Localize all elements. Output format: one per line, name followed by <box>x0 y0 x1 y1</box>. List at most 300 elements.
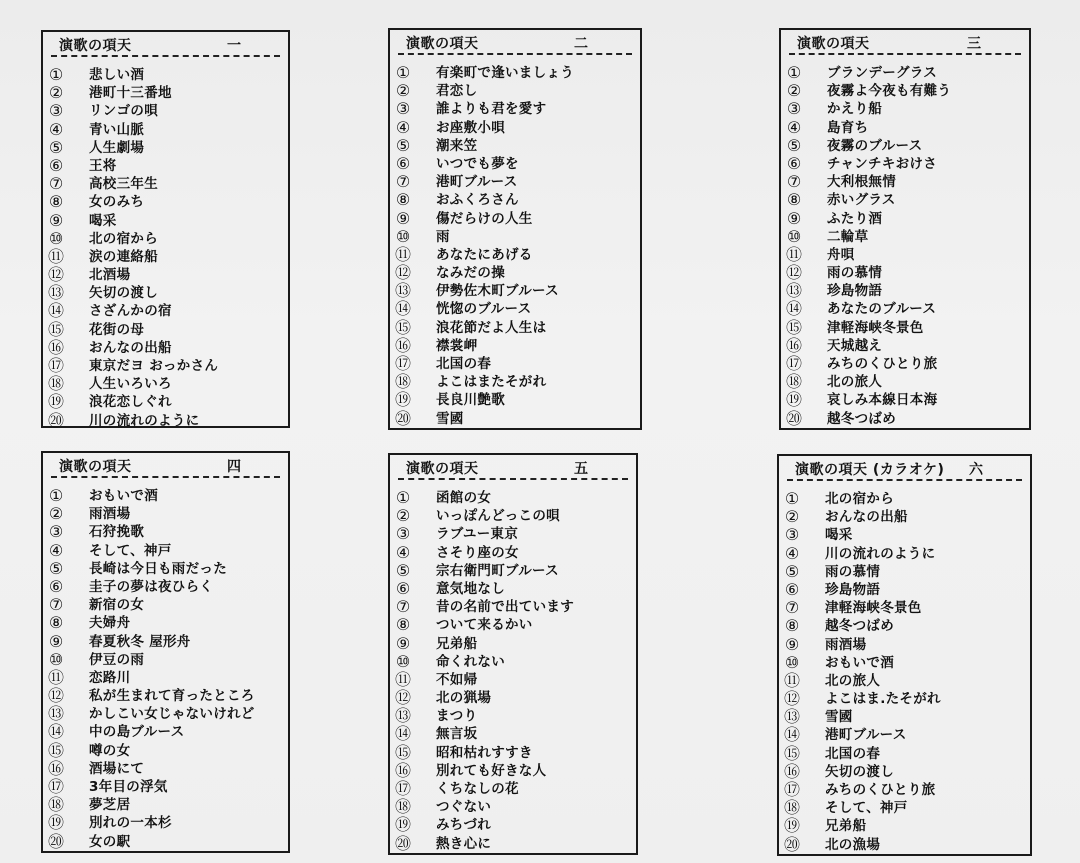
song-title: ラブユー東京 <box>436 526 519 543</box>
song-title: ふたり酒 <box>827 210 883 227</box>
song-number: ⑦ <box>784 598 800 618</box>
song-number: ⑨ <box>48 631 64 651</box>
song-title: 3年目の浮気 <box>89 779 168 795</box>
song-number: ⑪ <box>394 669 411 689</box>
song-row <box>392 100 636 118</box>
song-number: ⑬ <box>47 704 64 724</box>
song-row <box>45 248 284 266</box>
song-row <box>781 672 1026 690</box>
song-number: ⑬ <box>394 706 411 726</box>
song-number: ⑯ <box>785 335 802 355</box>
song-title: いっぽんどっこの唄 <box>436 508 560 525</box>
song-number: ② <box>395 506 411 526</box>
song-number: ⑫ <box>47 265 64 285</box>
song-number: ⑥ <box>48 155 64 175</box>
song-row <box>392 82 636 100</box>
song-number: ② <box>48 83 64 103</box>
song-row <box>392 155 636 173</box>
song-title: 夫婦舟 <box>89 615 131 632</box>
song-number: ⑯ <box>394 335 411 355</box>
song-row <box>392 507 632 525</box>
song-row <box>45 578 284 596</box>
song-row <box>781 526 1026 544</box>
song-number: ⑮ <box>394 742 411 762</box>
song-title: おもいで酒 <box>89 488 158 504</box>
song-title: さそり座の女 <box>436 544 519 561</box>
song-title: 雪國 <box>436 410 464 427</box>
song-title: 哀しみ本線日本海 <box>827 392 938 409</box>
song-number: ③ <box>395 524 411 544</box>
song-row <box>392 191 636 209</box>
panel-number: 五 <box>574 461 588 477</box>
song-row <box>783 264 1025 282</box>
song-number: ⑥ <box>395 153 411 173</box>
song-title: 津軽海峡冬景色 <box>827 319 924 336</box>
song-row <box>45 339 284 357</box>
song-row <box>45 121 284 139</box>
song-title: 東京だヨ おっかさん <box>89 358 219 374</box>
song-number: ⑨ <box>395 208 411 228</box>
song-number: ⑩ <box>395 226 411 246</box>
song-number: ⑫ <box>783 689 800 709</box>
song-title: あなたにあげる <box>436 246 533 263</box>
song-row <box>781 799 1026 817</box>
song-number: ④ <box>395 117 411 137</box>
song-title: 石狩挽歌 <box>89 524 145 541</box>
song-title: 雨酒場 <box>825 636 867 653</box>
song-number: ⑮ <box>394 317 411 337</box>
song-title: 花街の母 <box>89 321 145 338</box>
panel-header <box>51 35 280 57</box>
song-row <box>392 598 632 616</box>
song-row <box>392 246 636 264</box>
song-title: みちづれ <box>436 817 492 834</box>
song-row <box>783 300 1025 318</box>
song-row <box>392 525 632 543</box>
song-row <box>392 562 632 580</box>
song-number: ⑨ <box>48 210 64 230</box>
song-row <box>392 671 632 689</box>
song-title: 港町ブルース <box>825 727 907 744</box>
song-row <box>783 391 1025 409</box>
song-number: ⑱ <box>394 797 411 817</box>
song-row <box>392 264 636 282</box>
song-title: 王将 <box>89 157 117 174</box>
song-title: 矢切の渡し <box>825 763 894 780</box>
song-row <box>45 230 284 248</box>
song-number: ⑲ <box>783 816 800 836</box>
song-number: ④ <box>786 117 802 137</box>
panel-title: 演歌の項天 <box>59 38 132 54</box>
song-row <box>783 119 1025 137</box>
song-row <box>392 725 632 743</box>
song-title: 青い山脈 <box>89 121 145 138</box>
song-title: 別れの一本杉 <box>89 815 172 832</box>
song-row <box>392 173 636 191</box>
song-number: ⑮ <box>783 743 800 763</box>
song-number: ③ <box>786 99 802 119</box>
song-number: ① <box>48 65 64 84</box>
song-row <box>392 319 636 337</box>
song-title: 赤いグラス <box>827 192 896 209</box>
song-number: ⑦ <box>395 172 411 192</box>
song-number: ⑳ <box>47 410 64 430</box>
panel-number: 二 <box>574 36 588 52</box>
song-row <box>781 708 1026 726</box>
song-title: そして、神戸 <box>89 542 172 559</box>
song-title: 中の島ブルース <box>89 724 185 741</box>
song-number: ⑯ <box>47 337 64 357</box>
song-row <box>45 778 284 796</box>
song-list <box>781 490 1026 854</box>
song-row <box>392 780 632 798</box>
panel-title: 演歌の項天 (カラオケ) <box>795 462 945 478</box>
song-number: ⑥ <box>48 576 64 596</box>
song-row <box>781 745 1026 763</box>
panel-number: 三 <box>967 36 981 52</box>
song-number: ⑭ <box>47 301 64 321</box>
song-row <box>45 284 284 302</box>
song-title: 珍島物語 <box>825 581 881 598</box>
song-title: 人生いろいろ <box>89 376 172 393</box>
song-row <box>45 560 284 578</box>
song-row <box>781 599 1026 617</box>
song-row <box>783 228 1025 246</box>
song-row <box>392 489 632 507</box>
song-title: 越冬つばめ <box>825 618 894 635</box>
song-title: 雨の慕情 <box>825 563 881 580</box>
song-title: 圭子の夢は夜ひらく <box>89 578 214 595</box>
song-title: 北の宿から <box>825 491 894 507</box>
song-title: おもいで酒 <box>825 654 894 671</box>
song-title: 兄弟船 <box>436 635 478 652</box>
song-number: ⑫ <box>785 263 802 283</box>
panel-title: 演歌の項天 <box>797 36 870 52</box>
song-row <box>45 523 284 541</box>
song-row <box>783 155 1025 173</box>
song-title: かえり船 <box>827 101 883 118</box>
song-number: ⑧ <box>786 190 802 210</box>
song-title: ついて来るかい <box>436 617 533 634</box>
song-title: 兄弟船 <box>825 818 867 835</box>
song-number: ⑤ <box>48 137 64 157</box>
song-row <box>783 210 1025 228</box>
song-title: 宗右衛門町ブルース <box>436 562 559 579</box>
panel-header <box>51 456 280 478</box>
song-row <box>45 84 284 102</box>
song-title: 珍島物語 <box>827 283 883 300</box>
song-number: ⑪ <box>783 670 800 690</box>
song-row <box>45 505 284 523</box>
song-number: ⑤ <box>48 558 64 578</box>
song-title: おふくろさん <box>436 192 519 209</box>
song-title: 雨 <box>436 228 450 245</box>
song-number: ③ <box>784 525 800 545</box>
song-number: ⑥ <box>395 578 411 598</box>
song-title: 港町十三番地 <box>89 85 172 102</box>
song-number: ② <box>784 507 800 527</box>
song-number: ⑥ <box>784 579 800 599</box>
song-row <box>45 412 284 430</box>
song-number: ⑪ <box>47 667 64 687</box>
song-title: 島育ち <box>827 119 869 136</box>
song-title: 昭和枯れすすき <box>436 744 533 761</box>
song-row <box>392 816 632 834</box>
panel-5 <box>388 453 638 855</box>
song-title: 北の旅人 <box>825 672 881 689</box>
song-number: ④ <box>784 543 800 563</box>
panel-title: 演歌の項天 <box>406 461 479 477</box>
song-number: ⑱ <box>47 374 64 394</box>
song-title: さざんかの宿 <box>89 303 172 320</box>
song-number: ② <box>786 81 802 101</box>
song-title: 涙の連絡船 <box>89 248 158 265</box>
song-number: ⑰ <box>394 779 411 798</box>
song-row <box>45 321 284 339</box>
song-title: 北国の春 <box>436 356 492 372</box>
song-row <box>45 193 284 211</box>
song-row <box>781 781 1026 799</box>
song-number: ⑳ <box>785 408 802 428</box>
panel-header <box>398 458 628 480</box>
song-row <box>392 653 632 671</box>
song-title: 君恋し <box>436 83 478 100</box>
song-row <box>392 137 636 155</box>
song-number: ③ <box>48 101 64 121</box>
song-row <box>45 212 284 230</box>
song-number: ⑦ <box>48 595 64 615</box>
song-title: 二輪草 <box>827 228 869 245</box>
song-title: 潮来笠 <box>436 137 478 154</box>
song-number: ⑤ <box>784 561 800 581</box>
song-number: ⑩ <box>48 649 64 669</box>
song-number: ④ <box>395 542 411 562</box>
song-number: ⑰ <box>47 356 64 375</box>
song-title: 命くれない <box>436 653 505 670</box>
song-row <box>392 300 636 318</box>
song-title: 昔の名前で出ています <box>436 599 574 616</box>
song-title: かしこい女じゃないけれど <box>89 706 255 723</box>
song-title: 意気地なし <box>436 580 505 597</box>
song-number: ⑱ <box>47 795 64 815</box>
song-number: ⑧ <box>48 192 64 212</box>
song-number: ⑭ <box>783 725 800 745</box>
panel-header <box>398 33 632 55</box>
song-row <box>45 596 284 614</box>
song-row <box>781 654 1026 672</box>
song-title: 浪花恋しぐれ <box>89 394 172 411</box>
song-row <box>45 760 284 778</box>
song-row <box>45 651 284 669</box>
song-row <box>781 508 1026 526</box>
song-number: ⑦ <box>395 597 411 617</box>
song-title: 新宿の女 <box>89 597 145 614</box>
song-number: ⑨ <box>395 633 411 653</box>
song-row <box>392 544 632 562</box>
song-row <box>392 282 636 300</box>
song-row <box>781 636 1026 654</box>
song-title: あなたのブルース <box>827 301 937 318</box>
song-number: ⑮ <box>47 319 64 339</box>
song-number: ⑬ <box>394 281 411 301</box>
song-number: ⑱ <box>394 372 411 392</box>
song-number: ⑭ <box>47 722 64 742</box>
song-number: ⑯ <box>394 760 411 780</box>
song-number: ⑰ <box>785 354 802 373</box>
song-row <box>783 282 1025 300</box>
song-number: ② <box>48 504 64 524</box>
song-row <box>45 157 284 175</box>
panel-1 <box>41 30 290 428</box>
song-row <box>783 319 1025 337</box>
song-row <box>392 373 636 391</box>
song-list <box>45 66 284 430</box>
song-title: 北の漁場 <box>825 836 881 853</box>
panel-title: 演歌の項天 <box>406 36 479 52</box>
song-number: ⑦ <box>786 172 802 192</box>
song-row <box>45 487 284 505</box>
song-row <box>781 836 1026 854</box>
song-number: ⑱ <box>783 798 800 818</box>
song-row <box>781 563 1026 581</box>
song-title: ブランデーグラス <box>827 65 937 81</box>
song-row <box>392 64 636 82</box>
song-title: 大利根無情 <box>827 174 896 191</box>
song-title: 天城越え <box>827 337 883 354</box>
song-number: ① <box>784 489 800 508</box>
song-title: リンゴの唄 <box>89 103 158 120</box>
song-title: 酒場にて <box>89 760 145 777</box>
song-row <box>45 633 284 651</box>
song-row <box>45 705 284 723</box>
song-title: 有楽町で逢いましょう <box>436 65 574 81</box>
song-title: 恍惚のブルース <box>436 301 532 318</box>
song-list <box>45 487 284 851</box>
panel-2 <box>388 28 642 430</box>
song-title: みちのくひとり旅 <box>825 782 936 798</box>
song-number: ① <box>48 486 64 505</box>
song-number: ⑭ <box>394 724 411 744</box>
song-title: 恋路川 <box>89 669 131 686</box>
song-row <box>783 410 1025 428</box>
song-row <box>45 357 284 375</box>
song-title: くちなしの花 <box>436 781 519 797</box>
song-number: ① <box>786 63 802 82</box>
song-row <box>783 191 1025 209</box>
song-number: ⑳ <box>394 408 411 428</box>
song-title: 喝采 <box>89 212 117 229</box>
song-number: ⑰ <box>783 780 800 799</box>
song-number: ⑩ <box>48 228 64 248</box>
song-title: そして、神戸 <box>825 800 908 817</box>
song-title: 長崎は今日も雨だった <box>89 560 227 577</box>
song-title: 川の流れのように <box>89 412 200 429</box>
song-row <box>392 798 632 816</box>
song-row <box>45 687 284 705</box>
song-row <box>392 835 632 853</box>
panel-4 <box>41 451 290 853</box>
song-number: ⑲ <box>394 815 411 835</box>
song-number: ⑬ <box>785 281 802 301</box>
song-number: ⑥ <box>786 153 802 173</box>
song-row <box>392 707 632 725</box>
song-title: みちのくひとり旅 <box>827 356 938 372</box>
song-title: 津軽海峡冬景色 <box>825 600 922 617</box>
song-title: 港町ブルース <box>436 174 518 191</box>
song-title: 熱き心に <box>436 835 492 852</box>
song-title: 矢切の渡し <box>89 285 158 302</box>
song-number: ⑰ <box>47 777 64 796</box>
song-row <box>783 82 1025 100</box>
song-title: お座敷小唄 <box>436 119 505 136</box>
song-number: ⑦ <box>48 174 64 194</box>
song-title: 雨酒場 <box>89 506 131 523</box>
song-number: ⑧ <box>784 616 800 636</box>
song-row <box>783 100 1025 118</box>
song-row <box>45 102 284 120</box>
song-row <box>783 337 1025 355</box>
song-title: 伊勢佐木町ブルース <box>436 283 559 300</box>
song-number: ① <box>395 63 411 82</box>
song-number: ⑭ <box>785 299 802 319</box>
song-row <box>783 373 1025 391</box>
panel-6 <box>777 454 1032 856</box>
panel-title: 演歌の項天 <box>59 459 132 475</box>
song-row <box>45 375 284 393</box>
song-title: 私が生まれて育ったところ <box>89 688 255 705</box>
song-row <box>783 355 1025 373</box>
panel-number: 六 <box>969 462 983 478</box>
song-number: ⑰ <box>394 354 411 373</box>
song-title: 喝采 <box>825 527 853 544</box>
song-number: ⑨ <box>784 634 800 654</box>
song-title: 北の宿から <box>89 230 158 247</box>
song-number: ⑲ <box>785 390 802 410</box>
panel-header <box>787 459 1022 481</box>
song-title: 人生劇場 <box>89 139 145 156</box>
song-title: 長良川艶歌 <box>436 392 505 409</box>
song-number: ⑧ <box>395 615 411 635</box>
song-number: ⑧ <box>395 190 411 210</box>
song-number: ⑩ <box>784 652 800 672</box>
song-row <box>45 266 284 284</box>
song-number: ⑧ <box>48 613 64 633</box>
song-number: ⑮ <box>47 740 64 760</box>
song-number: ⑪ <box>785 244 802 264</box>
panel-3 <box>779 28 1031 430</box>
song-number: ⑫ <box>394 263 411 283</box>
song-row <box>45 542 284 560</box>
song-row <box>392 337 636 355</box>
song-title: 北の猟場 <box>436 690 492 707</box>
song-row <box>781 545 1026 563</box>
song-row <box>392 689 632 707</box>
song-row <box>781 817 1026 835</box>
song-number: ⑬ <box>783 707 800 727</box>
song-row <box>392 210 636 228</box>
song-title: 高校三年生 <box>89 176 158 193</box>
song-number: ⑪ <box>47 246 64 266</box>
song-title: 雨の慕情 <box>827 265 883 282</box>
song-row <box>781 490 1026 508</box>
song-title: 噂の女 <box>89 742 131 759</box>
song-number: ⑩ <box>786 226 802 246</box>
song-title: 夜霧よ今夜も有難う <box>827 83 952 100</box>
song-row <box>392 762 632 780</box>
song-title: 北の旅人 <box>827 374 883 391</box>
song-row <box>45 302 284 320</box>
song-number: ⑯ <box>783 761 800 781</box>
